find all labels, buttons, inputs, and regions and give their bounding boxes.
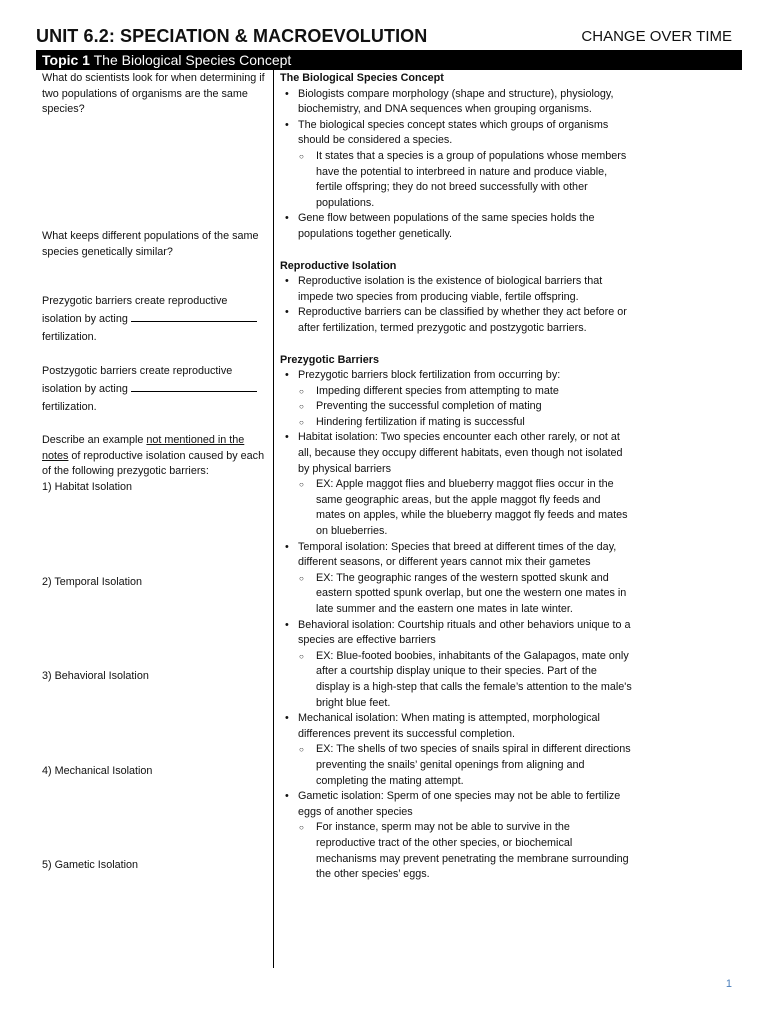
question-species: What do scientists look for when determining if two populations of organisms are the same species? [42, 72, 265, 116]
sub-list-item: ○ Preventing the successful completion of mating [280, 399, 632, 415]
list-biological-species-concept [280, 87, 632, 243]
list-item: • Prezygotic barriers block fertilization from occurring by: [280, 368, 632, 384]
prezygotic-suffix: fertilization. [42, 331, 97, 343]
answer-blank[interactable] [131, 381, 257, 392]
examples-prompt: Describe an example [42, 434, 144, 446]
list-item: • Reproductive barriers can be classified by whether they act before or after fertilization, termed prezygotic and postzygotic barriers. [280, 305, 632, 336]
sub-list-item: ○ Hindering fertilization if mating is successful [280, 415, 632, 431]
notes-column [280, 71, 632, 883]
item-mechanical-isolation: 4) Mechanical Isolation [42, 765, 153, 777]
sub-list-item: ○ EX: The geographic ranges of the western spotted skunk and eastern spotted spunk overlap, but one the western one mates in late summer and the eastern one mates in late winter. [280, 571, 632, 618]
topic-bar [36, 50, 742, 70]
column-divider [273, 70, 274, 968]
list-item: • Reproductive isolation is the existence of biological barriers that impede two species from producing viable, fertile offspring. [280, 274, 632, 305]
page-header [36, 26, 732, 48]
list-prezygotic-barriers [280, 368, 632, 883]
question-prezygotic [42, 292, 268, 346]
answer-blank[interactable] [131, 311, 257, 322]
question-examples [42, 433, 268, 480]
item-temporal-isolation: 2) Temporal Isolation [42, 576, 143, 588]
topic-label: Topic 1 [42, 52, 90, 68]
sub-list-item: ○ EX: Blue-footed boobies, inhabitants of the Galapagos, mate only after a courtship display unique to their species. Part of the display is a high-step that calls the female’s attention to the male's bright blue feet. [280, 649, 632, 711]
item-gametic-isolation: 5) Gametic Isolation [42, 859, 139, 871]
examples-suffix: of reproductive isolation caused by each of the following prezygotic barriers: [42, 449, 265, 478]
sub-list-item: ○ EX: Apple maggot flies and blueberry maggot flies occur in the same geographic areas, but the apple maggot fly feeds and mates on apples, while the blueberry maggot fly feeds and mates on blueberries. [280, 477, 632, 539]
sub-list-item: ○ For instance, sperm may not be able to survive in the reproductive tract of the other species, or biochemical mechanisms may prevent penetrating the membrane surrounding the other species’ eggs. [280, 820, 632, 882]
list-item: • Gametic isolation: Sperm of one species may not be able to fertilize eggs of another species [280, 789, 632, 820]
item-behavioral-isolation: 3) Behavioral Isolation [42, 670, 149, 682]
section-title: CHANGE OVER TIME [581, 28, 732, 45]
page-number: 1 [725, 978, 732, 990]
sub-list-item: ○ It states that a species is a group of populations whose members have the potential to interbreed in nature and produce viable, fertile offspring; they do not breed successfully with other populations. [280, 149, 632, 211]
list-item: • Biologists compare morphology (shape and structure), physiology, biochemistry, and DNA sequences when grouping organisms. [280, 87, 632, 118]
sub-list-item: ○ Impeding different species from attempting to mate [280, 384, 632, 400]
list-reproductive-isolation [280, 274, 632, 336]
heading-reproductive-isolation: Reproductive Isolation [280, 259, 397, 272]
examples-emphasis: not mentioned in the notes [42, 434, 245, 462]
sub-list-item: ○ EX: The shells of two species of snails spiral in different directions preventing the snails’ genital openings from aligning and completing the mating attempt. [280, 742, 632, 789]
question-postzygotic [42, 362, 268, 416]
postzygotic-prompt: Postzygotic barriers create reproductive isolation by acting [42, 365, 233, 395]
question-gene-flow: What keeps different populations of the same species genetically similar? [42, 230, 259, 258]
topic-name: The Biological Species Concept [93, 52, 292, 68]
postzygotic-suffix: fertilization. [42, 401, 97, 413]
item-habitat-isolation: 1) Habitat Isolation [42, 481, 133, 493]
list-item: • Mechanical isolation: When mating is attempted, morphological differences prevent its successful completion. [280, 711, 632, 742]
list-item: • Gene flow between populations of the same species holds the populations together genetically. [280, 211, 632, 242]
list-item: • Behavioral isolation: Courtship rituals and other behaviors unique to a species are effective barriers [280, 618, 632, 649]
heading-prezygotic-barriers: Prezygotic Barriers [280, 353, 380, 366]
list-item: • The biological species concept states which groups of organisms should be considered a species. [280, 118, 632, 149]
heading-biological-species-concept: The Biological Species Concept [280, 72, 444, 84]
list-item: • Habitat isolation: Two species encounter each other rarely, or not at all, because they occupy different habitats, even though not isolated by physical barriers [280, 430, 632, 477]
prezygotic-prompt: Prezygotic barriers create reproductive isolation by acting [42, 295, 228, 325]
unit-title: UNIT 6.2: SPECIATION & MACROEVOLUTION [36, 26, 428, 46]
list-item: • Temporal isolation: Species that breed at different times of the day, different seasons, or different years cannot mix their gametes [280, 540, 632, 571]
